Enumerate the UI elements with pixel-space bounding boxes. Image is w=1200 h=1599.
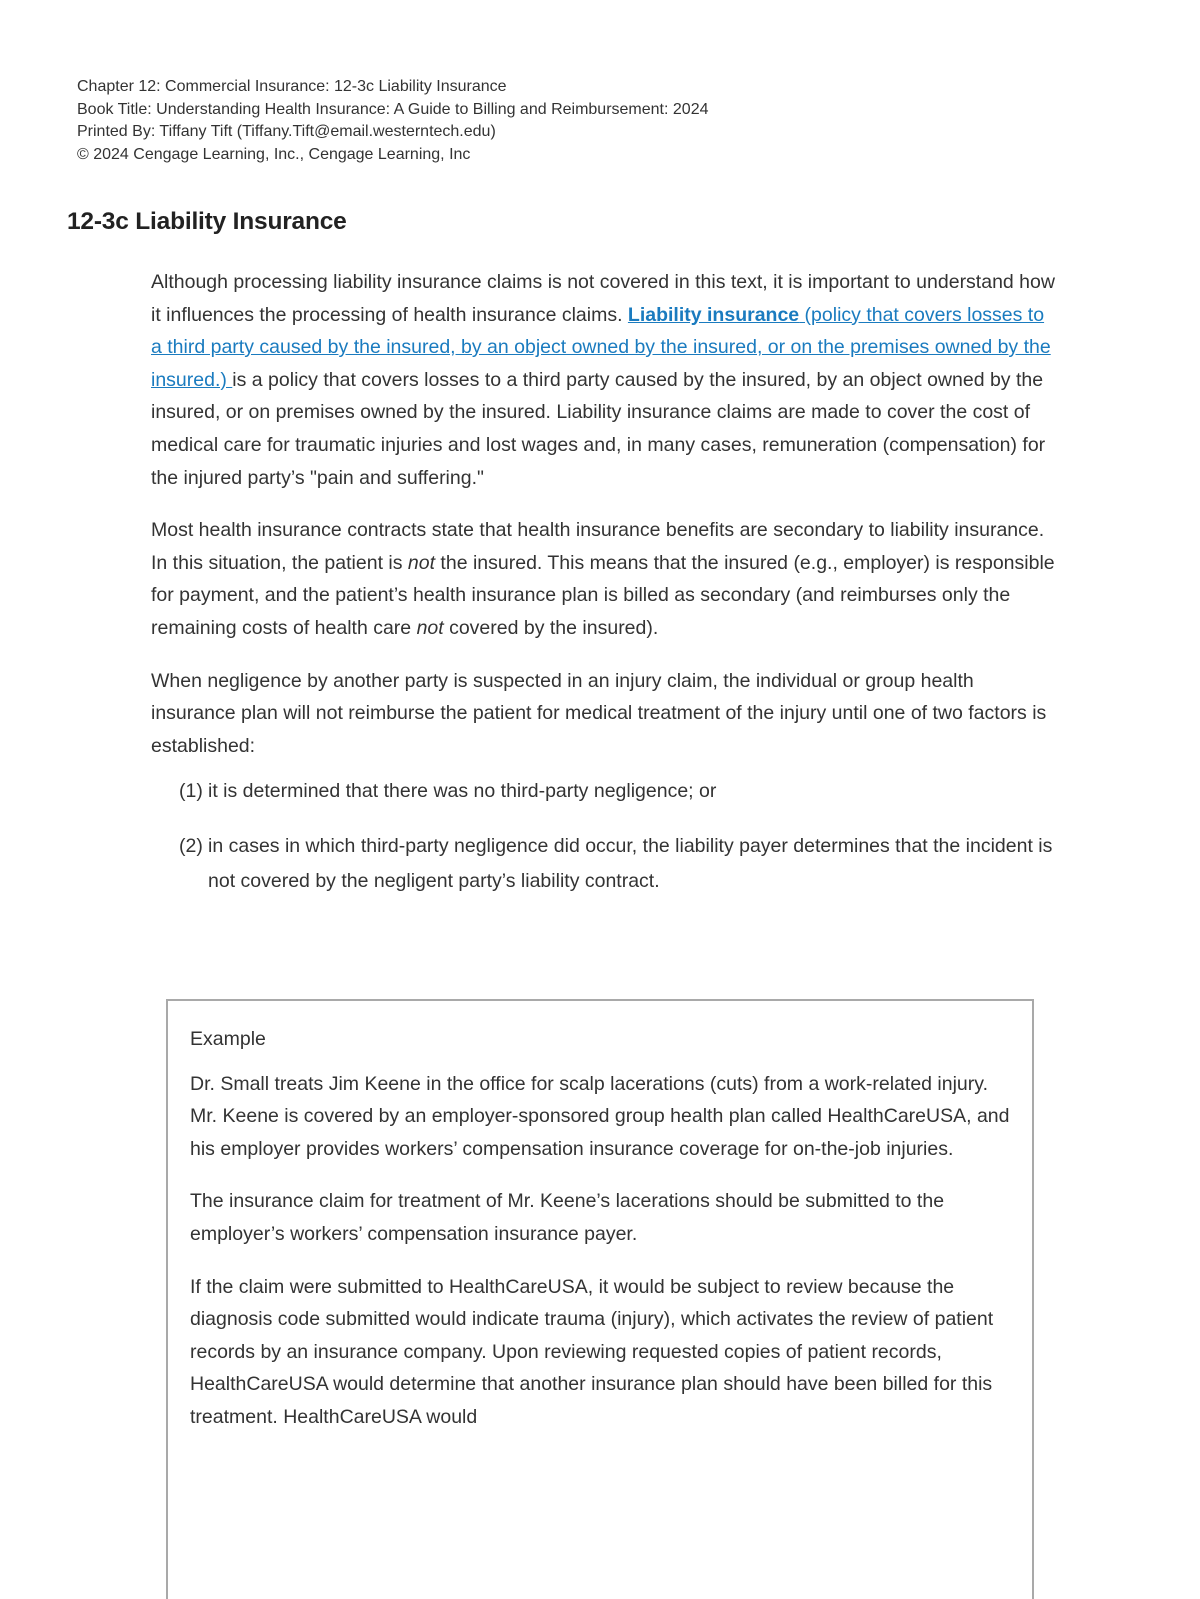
emphasis-text: not	[416, 616, 444, 639]
paragraph-intro	[151, 266, 1056, 494]
factors-list	[151, 774, 1056, 899]
example-paragraph: Dr. Small treats Jim Keene in the office for scalp lacerations (cuts) from a work-related injury. Mr. Keene is covered by an employer-sponsored group health plan called HealthCareUSA, and his employer provides workers’ compensation insurance coverage for on-the-job injuries.	[190, 1072, 1010, 1160]
intro-text: Although processing liability insurance claims is not covered in this text, it is important to understand how it influences the processing of health insurance claims.	[151, 271, 1055, 326]
list-item	[151, 774, 1056, 809]
example-content	[190, 1023, 1020, 1454]
paragraph-text: the insured. This means that the insured (e.g., employer) is responsible for payment, and the patient’s health insurance plan is billed as secondary (and reimburses only the remaining costs of health care	[151, 551, 1055, 639]
intro-text-continued: is a policy that covers losses to a third party caused by the insured, by an object owned by the insured, or on premises owned by the insured. Liability insurance claims are made to cover the cost of medical care for traumatic injuries and lost wages and, in many cases, remuneration (compensation) for the injured party’s "pain and suffering."	[151, 368, 1046, 489]
paragraph-negligence: When negligence by another party is suspected in an injury claim, the individual or group health insurance plan will not reimburse the patient for medical treatment of the injury until one of two factors is established:	[151, 669, 1047, 757]
paragraph-secondary	[151, 514, 1056, 644]
chapter-line: Chapter 12: Commercial Insurance: 12-3c Liability Insurance	[77, 78, 507, 95]
copyright-line: © 2024 Cengage Learning, Inc., Cengage Learning, Inc	[77, 145, 471, 163]
paragraph-text: covered by the insured).	[443, 616, 659, 639]
example-paragraph: The insurance claim for treatment of Mr. Keene’s lacerations should be submitted to the employer’s workers’ compensation insurance payer.	[190, 1190, 945, 1245]
paragraph-text: Most health insurance contracts state that health insurance benefits are secondary to liability insurance. In this situation, the patient is	[151, 519, 1045, 574]
list-item-text: it is determined that there was no third-party negligence; or	[208, 780, 717, 803]
book-title-line: Book Title: Understanding Health Insurance: A Guide to Billing and Reimbursement: 2024	[77, 100, 709, 118]
example-paragraph: If the claim were submitted to HealthCareUSA, it would be subject to review because the diagnosis code submitted would indicate trauma (injury), which activates the review of patient records by an insurance company. Upon reviewing requested copies of patient records, HealthCareUSA would determine that another insurance plan should have been billed for this treatment. HealthCareUSA would	[190, 1275, 994, 1428]
list-item-number: (2)	[179, 835, 203, 858]
list-item-number: (1)	[179, 780, 203, 803]
list-item-text: in cases in which third-party negligence did occur, the liability payer determines that the incident is not covered by the negligent party’s liability contract.	[208, 835, 1053, 893]
print-header	[77, 76, 708, 166]
emphasis-text: not	[407, 551, 436, 574]
glossary-definition: (policy that covers losses to a third party caused by the insured, by an object owned by the insured, or on the premises owned by the insured.)	[151, 303, 1051, 391]
printed-by-line: Printed By: Tiffany Tift (Tiffany.Tift@email.westerntech.edu)	[77, 123, 496, 140]
example-label: Example	[190, 1028, 266, 1050]
example-box	[166, 999, 1034, 1599]
section-title: 12-3c Liability Insurance	[67, 208, 347, 235]
section-body	[151, 266, 1056, 919]
glossary-term: Liability insurance	[627, 303, 800, 326]
list-item	[151, 829, 1056, 899]
